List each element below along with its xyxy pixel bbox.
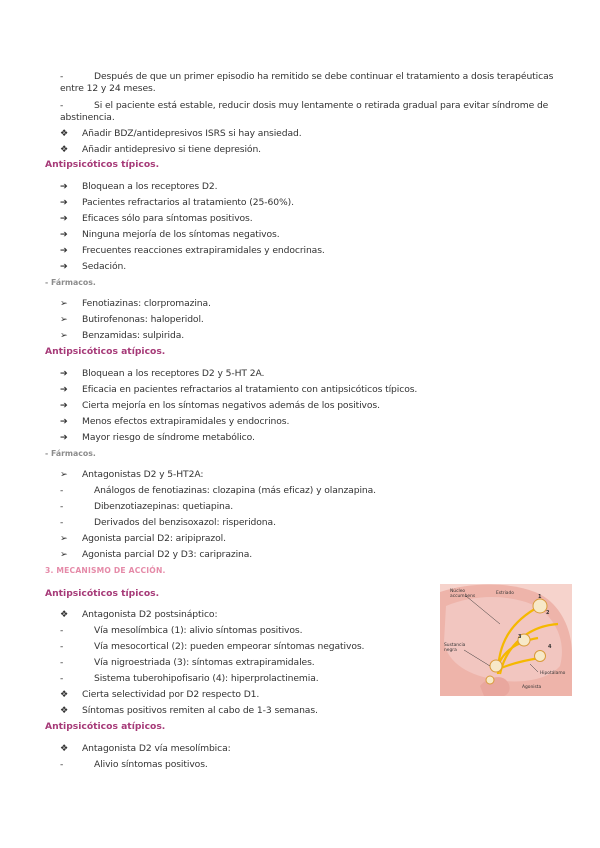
label-substantia-1: Sustancia bbox=[444, 643, 466, 648]
text-line: Añadir BDZ/antidepresivos ISRS si hay ansiedad. bbox=[82, 128, 302, 139]
receptor-site bbox=[490, 660, 502, 672]
text-line: Bloquean a los receptores D2 y 5-HT 2A. bbox=[82, 368, 265, 379]
dash-bullet: - bbox=[60, 517, 64, 528]
receptor-site bbox=[535, 651, 546, 662]
text-line: Análogos de fenotiazinas: clozapina (más eficaz) y olanzapina. bbox=[94, 485, 376, 496]
brain-diagram bbox=[440, 584, 572, 696]
receptor-site bbox=[486, 676, 494, 684]
text-line: Después de que un primer episodio ha remitido se debe continuar el tratamiento a dosis terapéuticas bbox=[94, 71, 554, 82]
text-line: Sedación. bbox=[82, 261, 127, 272]
receptor-site bbox=[533, 599, 547, 613]
text-line: Alivio síntomas positivos. bbox=[94, 759, 208, 770]
subheading-drugs: - Fármacos. bbox=[45, 278, 96, 287]
text-line: Frecuentes reacciones extrapiramidales y endocrinas. bbox=[82, 245, 325, 256]
text-line: Antagonista D2 vía mesolímbica: bbox=[82, 743, 231, 754]
text-line: Agonista parcial D2 y D3: cariprazina. bbox=[82, 549, 253, 560]
diamond-bullet-icon: ❖ bbox=[60, 705, 69, 716]
heading-atypical: Antipsicóticos atípicos. bbox=[45, 346, 166, 357]
text-line: Antagonistas D2 y 5-HT2A: bbox=[82, 469, 204, 480]
pathway-number: 3 bbox=[518, 634, 522, 640]
arrow-bullet-icon: ➔ bbox=[60, 245, 68, 256]
diamond-bullet-icon: ❖ bbox=[60, 128, 69, 139]
text-line: Dibenzotiazepinas: quetiapina. bbox=[94, 501, 234, 512]
dash-bullet: - bbox=[60, 657, 64, 668]
text-line: Pacientes refractarios al tratamiento (25-60%). bbox=[82, 197, 294, 208]
text-line: entre 12 y 24 meses. bbox=[60, 83, 156, 94]
text-line: Vía nigroestriada (3): síntomas extrapiramidales. bbox=[94, 657, 315, 668]
arrow-bullet-icon: ➔ bbox=[60, 400, 68, 411]
label-nucleus: Núcleo bbox=[450, 589, 466, 594]
text-line: Ninguna mejoría de los síntomas negativos. bbox=[82, 229, 280, 240]
chevron-bullet-icon: ➢ bbox=[60, 298, 68, 309]
label-striatum: Estriado bbox=[496, 591, 514, 596]
arrow-bullet-icon: ➔ bbox=[60, 213, 68, 224]
dash-bullet: - bbox=[60, 625, 64, 636]
diamond-bullet-icon: ❖ bbox=[60, 689, 69, 700]
chevron-bullet-icon: ➢ bbox=[60, 314, 68, 325]
diamond-bullet-icon: ❖ bbox=[60, 743, 69, 754]
arrow-bullet-icon: ➔ bbox=[60, 432, 68, 443]
text-line: Derivados del benzisoxazol: risperidona. bbox=[94, 517, 276, 528]
label-hypothalamus: Hipotálamo bbox=[540, 671, 566, 676]
chevron-bullet-icon: ➢ bbox=[60, 549, 68, 560]
text-line: Cierta selectividad por D2 respecto D1. bbox=[82, 689, 260, 700]
chevron-bullet-icon: ➢ bbox=[60, 533, 68, 544]
text-line: Fenotiazinas: clorpromazina. bbox=[82, 298, 211, 309]
arrow-bullet-icon: ➔ bbox=[60, 261, 68, 272]
text-line: Menos efectos extrapiramidales y endocrinos. bbox=[82, 416, 290, 427]
text-line: abstinencia. bbox=[60, 112, 115, 123]
pathway-number: 2 bbox=[546, 610, 550, 616]
text-line: Eficacia en pacientes refractarios al tratamiento con antipsicóticos típicos. bbox=[82, 384, 418, 395]
text-line: Si el paciente está estable, reducir dosis muy lentamente o retirada gradual para evitar síndrome de bbox=[94, 100, 549, 111]
heading-typical-mechanism: Antipsicóticos típicos. bbox=[45, 588, 160, 599]
chevron-bullet-icon: ➢ bbox=[60, 330, 68, 341]
heading-atypical-mechanism: Antipsicóticos atípicos. bbox=[45, 721, 166, 732]
text-line: Antagonista D2 postsináptico: bbox=[82, 609, 218, 620]
label-accumbens: accumbens bbox=[450, 594, 476, 599]
text-line: Vía mesocortical (2): pueden empeorar síntomas negativos. bbox=[94, 641, 365, 652]
subheading-drugs: - Fármacos. bbox=[45, 449, 96, 458]
label-substantia-2: negra bbox=[444, 648, 457, 653]
diamond-bullet-icon: ❖ bbox=[60, 609, 69, 620]
chevron-bullet-icon: ➢ bbox=[60, 469, 68, 480]
diamond-bullet-icon: ❖ bbox=[60, 144, 69, 155]
text-line: Bloquean a los receptores D2. bbox=[82, 181, 218, 192]
text-line: Butirofenonas: haloperidol. bbox=[82, 314, 204, 325]
dash-bullet: - bbox=[60, 501, 64, 512]
text-line: Cierta mejoría en los síntomas negativos además de los positivos. bbox=[82, 400, 380, 411]
text-line: Eficaces sólo para síntomas positivos. bbox=[82, 213, 253, 224]
text-line: Vía mesolímbica (1): alivio síntomas positivos. bbox=[94, 625, 303, 636]
dash-bullet: - bbox=[60, 641, 64, 652]
text-line: Sistema tuberohipofisario (4): hiperprolactinemia. bbox=[94, 673, 319, 684]
label-agonist: Agonista bbox=[522, 685, 542, 690]
text-line: Benzamidas: sulpirida. bbox=[82, 330, 185, 341]
arrow-bullet-icon: ➔ bbox=[60, 416, 68, 427]
arrow-bullet-icon: ➔ bbox=[60, 229, 68, 240]
arrow-bullet-icon: ➔ bbox=[60, 181, 68, 192]
text-line: Añadir antidepresivo si tiene depresión. bbox=[82, 144, 262, 155]
arrow-bullet-icon: ➔ bbox=[60, 368, 68, 379]
dash-bullet: - bbox=[60, 71, 64, 82]
brain-dopamine-pathways-figure bbox=[440, 584, 572, 696]
dash-bullet: - bbox=[60, 100, 64, 111]
pathway-number: 4 bbox=[548, 644, 552, 650]
dash-bullet: - bbox=[60, 673, 64, 684]
text-line: Mayor riesgo de síndrome metabólico. bbox=[82, 432, 255, 443]
section-title: 3. MECANISMO DE ACCIÓN. bbox=[45, 566, 166, 575]
text-line: Agonista parcial D2: aripiprazol. bbox=[82, 533, 226, 544]
text-line: Síntomas positivos remiten al cabo de 1-3 semanas. bbox=[82, 705, 318, 716]
arrow-bullet-icon: ➔ bbox=[60, 197, 68, 208]
dash-bullet: - bbox=[60, 485, 64, 496]
pathway-number: 1 bbox=[538, 594, 542, 600]
dash-bullet: - bbox=[60, 759, 64, 770]
heading-typical: Antipsicóticos típicos. bbox=[45, 159, 160, 170]
arrow-bullet-icon: ➔ bbox=[60, 384, 68, 395]
